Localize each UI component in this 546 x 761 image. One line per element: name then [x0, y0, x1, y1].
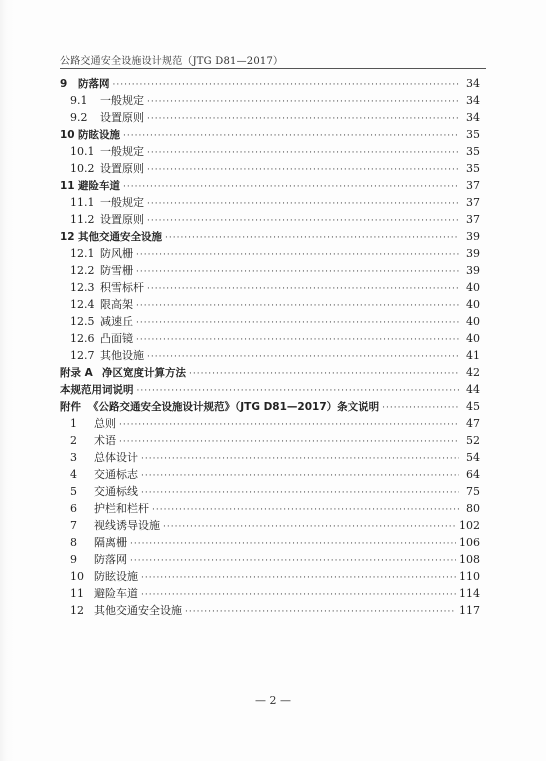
dot-leader [136, 315, 459, 332]
toc-entry-number: 12.2 [70, 264, 95, 277]
dot-leader [130, 536, 456, 553]
running-header: 公路交通安全设施设计规范（JTG D81—2017） [60, 56, 284, 67]
toc-entry-title: 视线诱导设施 [94, 519, 160, 532]
toc-entry[interactable] [60, 568, 480, 585]
toc-entry-title: 其他设施 [100, 349, 144, 362]
dot-leader [185, 604, 456, 621]
toc-entry[interactable] [60, 517, 480, 534]
dot-leader [136, 247, 459, 264]
toc-entry[interactable] [60, 330, 480, 347]
toc-entry-page: 102 [459, 519, 480, 532]
toc-entry-title: 隔离栅 [94, 536, 127, 549]
toc-entry-title: 防风栅 [100, 247, 133, 260]
toc-entry-page: 37 [466, 213, 480, 226]
toc-entry-page: 39 [466, 264, 480, 277]
toc-entry-title: 净区宽度计算方法 [102, 367, 186, 379]
toc-entry-number: 11.2 [70, 213, 95, 226]
toc-entry[interactable] [60, 75, 480, 92]
toc-entry[interactable] [60, 483, 480, 500]
toc-entry-title: 护栏和栏杆 [94, 502, 149, 515]
toc-entry-page: 40 [466, 315, 480, 328]
dot-leader [141, 451, 459, 468]
toc-entry-title: 其他交通安全设施 [78, 231, 162, 243]
dot-leader [147, 196, 459, 213]
dot-leader [141, 570, 456, 587]
dot-leader [136, 332, 459, 349]
toc-entry-page: 75 [466, 485, 480, 498]
toc-entry-number: 12.5 [70, 315, 95, 328]
toc-entry-page: 37 [466, 179, 480, 192]
toc-entry-number: 12 [70, 604, 84, 617]
toc-entry-title: 减速丘 [100, 315, 133, 328]
toc-entry[interactable] [60, 126, 480, 143]
toc-entry-title: 避险车道 [94, 587, 138, 600]
toc-entry[interactable] [60, 466, 480, 483]
toc-entry-number: 附录 A [60, 367, 93, 379]
toc-entry-number: 12.7 [70, 349, 95, 362]
toc-entry[interactable] [60, 585, 480, 602]
dot-leader [147, 145, 459, 162]
toc-entry-page: 34 [466, 94, 480, 107]
toc-entry[interactable] [60, 228, 480, 245]
toc-entry-title: 总则 [94, 417, 116, 430]
toc-entry-page: 39 [466, 247, 480, 260]
dot-leader [165, 230, 459, 247]
table-of-contents [60, 75, 480, 619]
toc-entry-title: 防雪栅 [100, 264, 133, 277]
toc-entry-title: 其他交通安全设施 [94, 604, 182, 617]
toc-entry-number: 11.1 [70, 196, 95, 209]
toc-entry-title: 设置原则 [100, 111, 144, 124]
dot-leader [123, 128, 459, 145]
toc-entry-number: 10.2 [70, 162, 95, 175]
toc-entry[interactable] [60, 109, 480, 126]
toc-entry-title: 防落网 [94, 553, 127, 566]
dot-leader [147, 281, 459, 298]
toc-entry-number: 9.1 [70, 94, 88, 107]
dot-leader [147, 162, 459, 179]
toc-entry-number: 12.3 [70, 281, 95, 294]
toc-entry-number: 9.2 [70, 111, 88, 124]
toc-entry-number: 12.4 [70, 298, 95, 311]
dot-leader [147, 213, 459, 230]
toc-entry-page: 52 [466, 434, 480, 447]
dot-leader [113, 77, 460, 94]
toc-entry-title: 交通标志 [94, 468, 138, 481]
toc-entry-page: 35 [466, 145, 480, 158]
toc-entry-page: 117 [459, 604, 480, 617]
toc-entry[interactable] [60, 211, 480, 228]
toc-entry[interactable] [60, 313, 480, 330]
toc-entry[interactable] [60, 602, 480, 619]
toc-entry[interactable] [60, 279, 480, 296]
toc-entry-page: 40 [466, 298, 480, 311]
toc-entry[interactable] [60, 160, 480, 177]
toc-entry-title: 防落网 [78, 78, 110, 90]
toc-entry-page: 114 [459, 587, 480, 600]
page-number: — 2 — [255, 694, 291, 707]
toc-entry-page: 34 [466, 111, 480, 124]
toc-entry-title: 《公路交通安全设施设计规范》（JTG D81—2017）条文说明 [88, 401, 380, 413]
toc-entry[interactable] [60, 262, 480, 279]
toc-entry-number: 8 [70, 536, 77, 549]
toc-entry-title: 设置原则 [100, 162, 144, 175]
dot-leader [119, 434, 459, 451]
toc-entry-number: 5 [70, 485, 77, 498]
toc-entry-page: 106 [459, 536, 480, 549]
toc-entry-title: 交通标线 [94, 485, 138, 498]
toc-entry-title: 凸面镜 [100, 332, 133, 345]
dot-leader [141, 468, 459, 485]
dot-leader [163, 519, 456, 536]
toc-entry[interactable] [60, 398, 480, 415]
toc-entry-number: 6 [70, 502, 77, 515]
toc-entry[interactable] [60, 296, 480, 313]
toc-entry[interactable] [60, 432, 480, 449]
toc-entry-title: 积雪标杆 [100, 281, 144, 294]
toc-entry-page: 44 [466, 383, 480, 396]
dot-leader [147, 349, 459, 366]
dot-leader [141, 587, 456, 604]
toc-entry-number: 3 [70, 451, 77, 464]
toc-entry-page: 40 [466, 281, 480, 294]
toc-entry[interactable] [60, 381, 480, 398]
toc-entry[interactable] [60, 534, 480, 551]
toc-entry[interactable] [60, 245, 480, 262]
toc-entry-number: 10 [60, 129, 75, 141]
dot-leader [147, 111, 459, 128]
toc-entry-title: 本规范用词说明 [60, 384, 134, 396]
dot-leader [189, 366, 459, 383]
header-rule [60, 68, 486, 69]
toc-entry-number: 11 [60, 180, 75, 192]
toc-entry-number: 附件 [60, 401, 81, 413]
toc-entry-page: 39 [466, 230, 480, 243]
toc-entry-title: 一般规定 [100, 145, 144, 158]
toc-entry-page: 42 [466, 366, 480, 379]
toc-entry-page: 35 [466, 128, 480, 141]
toc-entry-title: 防眩设施 [78, 129, 120, 141]
toc-entry-number: 12.6 [70, 332, 95, 345]
toc-entry-page: 108 [459, 553, 480, 566]
toc-entry[interactable] [60, 194, 480, 211]
toc-entry[interactable] [60, 92, 480, 109]
dot-leader [123, 179, 459, 196]
toc-entry-title: 术语 [94, 434, 116, 447]
dot-leader [137, 383, 460, 400]
toc-entry-number: 2 [70, 434, 77, 447]
toc-entry[interactable] [60, 347, 480, 364]
toc-entry-page: 54 [466, 451, 480, 464]
toc-entry-number: 12 [60, 231, 75, 243]
dot-leader [136, 298, 459, 315]
toc-entry-number: 10.1 [70, 145, 95, 158]
toc-entry-number: 12.1 [70, 247, 95, 260]
toc-entry-page: 35 [466, 162, 480, 175]
dot-leader [382, 400, 459, 417]
dot-leader [152, 502, 459, 519]
toc-entry-title: 防眩设施 [94, 570, 138, 583]
toc-entry-page: 64 [466, 468, 480, 481]
toc-entry-number: 9 [60, 78, 68, 90]
toc-entry-number: 1 [70, 417, 77, 430]
toc-entry[interactable] [60, 551, 480, 568]
dot-leader [119, 417, 459, 434]
toc-entry-title: 设置原则 [100, 213, 144, 226]
toc-entry-number: 9 [70, 553, 77, 566]
toc-entry-page: 47 [466, 417, 480, 430]
toc-entry[interactable] [60, 415, 480, 432]
dot-leader [141, 485, 459, 502]
toc-entry[interactable] [60, 364, 480, 381]
toc-entry[interactable] [60, 500, 480, 517]
toc-entry-title: 限高架 [100, 298, 133, 311]
toc-entry-number: 10 [70, 570, 84, 583]
toc-entry-page: 34 [466, 77, 480, 90]
dot-leader [136, 264, 459, 281]
toc-entry-page: 41 [466, 349, 480, 362]
toc-entry-number: 7 [70, 519, 77, 532]
toc-entry-number: 11 [70, 587, 84, 600]
toc-entry-page: 40 [466, 332, 480, 345]
toc-entry-title: 一般规定 [100, 94, 144, 107]
toc-entry-title: 一般规定 [100, 196, 144, 209]
toc-entry[interactable] [60, 449, 480, 466]
toc-entry[interactable] [60, 177, 480, 194]
toc-entry[interactable] [60, 143, 480, 160]
toc-entry-page: 37 [466, 196, 480, 209]
toc-entry-number: 4 [70, 468, 77, 481]
dot-leader [130, 553, 456, 570]
toc-entry-page: 45 [466, 400, 480, 413]
toc-entry-title: 总体设计 [94, 451, 138, 464]
dot-leader [147, 94, 459, 111]
toc-entry-title: 避险车道 [78, 180, 120, 192]
toc-entry-page: 110 [459, 570, 480, 583]
toc-entry-page: 80 [466, 502, 480, 515]
